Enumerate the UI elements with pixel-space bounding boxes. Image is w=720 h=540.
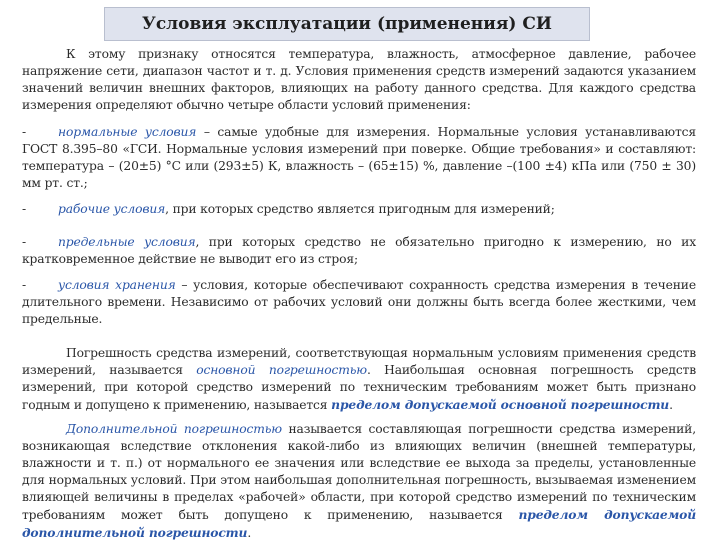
list-item-storage-conditions	[22, 277, 696, 328]
additional-error-paragraph	[22, 421, 696, 540]
term-storage-conditions: условия хранения	[58, 278, 176, 292]
term-limit-conditions: предельные условия	[58, 235, 196, 249]
term-working-conditions: рабочие условия	[58, 202, 166, 216]
list-item-working-conditions	[22, 201, 696, 218]
term-basic-error: основной погрешностью	[196, 363, 367, 377]
list-dash: -	[22, 278, 27, 292]
intro-text: К этому признаку относятся температура, влажность, атмосферное давление, рабочее напряжение сети, диапазон частот и т. д. Условия применения средств измерений задаются указанием значений величин внешних факторов, влияющих на работу данного средства. Для каждого средства измерения определяют обычно четыре области условий применения:	[22, 47, 696, 112]
paragraph-text: .	[247, 526, 252, 540]
paragraph-text: Погрешность средства измерений, соответствующая нормальным условиям применения средств измерений, называется	[22, 346, 696, 377]
list-dash: -	[22, 125, 27, 139]
list-dash: -	[22, 202, 27, 216]
list-item-text: , при которых средство является пригодным для измерений;	[165, 202, 555, 216]
term-additional-error: Дополнительной погрешностью	[66, 422, 282, 436]
list-item-normal-conditions	[22, 124, 696, 192]
intro-paragraph	[22, 46, 696, 114]
list-item-text: , при которых средство не обязательно пригодно к измерению, но их кратковременное действие не выводит его из строя;	[22, 235, 696, 266]
page-title: Условия эксплуатации (применения) СИ	[142, 14, 552, 34]
paragraph-text: называется составляющая погрешности средства измерений, возникающая вследствие отклонения какой-либо из влияющих величин (внешней температуры, влажности и т. п.) от нормального ее значения или вследствие ее выхода за пределы, установленные для нормальных условий. При этом наибольшая дополнительная погрешность, вызываемая изменением влияющей величины в пределах «рабочей» области, при которой средство измерений по техническим требованиям может быть допущено к применению, называется	[22, 422, 696, 522]
list-item-text: – самые удобные для измерения. Нормальные условия устанавливаются ГОСТ 8.395–80 «ГСИ. Нормальные условия измерений при поверке. Общие требования» и составляют: температура – (20±5) °С или (293±5) К, влажность – (65±15) %, давление –(100 ±4) кПа или (750 ± 30) мм рт. ст.;	[22, 125, 696, 190]
term-normal-conditions: нормальные условия	[58, 125, 197, 139]
list-item-limit-conditions	[22, 234, 696, 268]
paragraph-text: . Наибольшая основная погрешность средств измерений, при которой средство измерений по техническим требованиям может быть признано годным и допущено к применению, называется	[22, 363, 696, 412]
term-basic-error-limit: пределом допускаемой основной погрешности	[331, 397, 670, 412]
list-item-text: – условия, которые обеспечивают сохранность средства измерения в течение длительного времени. Независимо от рабочих условий они должны быть всегда более жесткими, чем предельные.	[22, 278, 696, 326]
title-banner	[104, 7, 590, 41]
term-additional-error-limit: пределом допускаемой дополнительной погрешности	[22, 507, 696, 540]
paragraph-text: .	[669, 398, 673, 412]
basic-error-paragraph	[22, 345, 696, 414]
list-dash: -	[22, 235, 27, 249]
